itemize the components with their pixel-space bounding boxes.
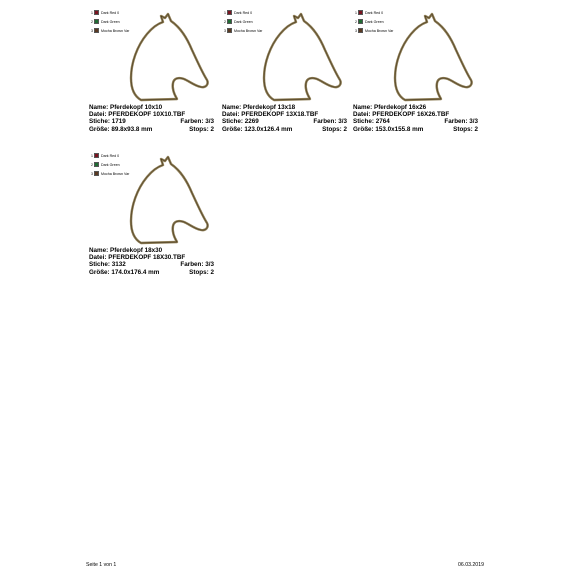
stitch-count: Stiche: 1719 xyxy=(89,118,126,126)
legend-number: 2 xyxy=(91,19,93,24)
legend-number: 1 xyxy=(91,153,93,158)
design-name: Name: Pferdekopf 13x18 xyxy=(222,104,296,111)
legend-number: 3 xyxy=(224,28,226,33)
color-swatch xyxy=(94,162,99,167)
legend-item xyxy=(89,26,129,35)
legend-number: 1 xyxy=(355,10,357,15)
design-preview xyxy=(89,8,214,103)
design-info xyxy=(89,247,214,276)
stitch-count: Stiche: 2764 xyxy=(353,118,390,126)
color-swatch xyxy=(227,19,232,24)
color-swatch xyxy=(227,28,232,33)
stop-count: Stops: 2 xyxy=(189,268,214,276)
color-count: Farben: 3/3 xyxy=(180,261,214,269)
design-preview xyxy=(222,8,347,103)
design-name: Name: Pferdekopf 10x10 xyxy=(89,104,163,111)
color-swatch xyxy=(358,28,363,33)
design-info xyxy=(353,104,478,133)
legend-number: 1 xyxy=(91,10,93,15)
color-swatch xyxy=(94,153,99,158)
color-swatch xyxy=(94,171,99,176)
color-legend xyxy=(222,8,262,35)
design-info xyxy=(222,104,347,133)
design-file: Datei: PFERDEKOPF 13X18.TBF xyxy=(222,111,319,119)
outline-stroke xyxy=(131,157,208,243)
color-count: Farben: 3/3 xyxy=(313,118,347,126)
stitch-count: Stiche: 3132 xyxy=(89,261,126,269)
legend-item xyxy=(353,8,393,17)
legend-number: 2 xyxy=(224,19,226,24)
color-swatch xyxy=(227,10,232,15)
stop-count: Stops: 2 xyxy=(322,125,347,133)
legend-item xyxy=(89,160,129,169)
legend-item xyxy=(222,8,262,17)
color-swatch xyxy=(358,19,363,24)
legend-label: Dark Green xyxy=(365,19,384,24)
stop-count: Stops: 2 xyxy=(453,125,478,133)
legend-label: Dark Red 0 xyxy=(101,153,120,158)
design-size: Größe: 174.0x176.4 mm xyxy=(89,268,160,276)
color-swatch xyxy=(358,10,363,15)
design-size: Größe: 153.0x155.8 mm xyxy=(353,125,424,133)
legend-item xyxy=(222,17,262,26)
design-file: Datei: PFERDEKOPF 16X26.TBF xyxy=(353,111,450,119)
design-preview xyxy=(353,8,478,103)
page-number: Seite 1 von 1 xyxy=(86,562,117,568)
legend-number: 3 xyxy=(355,28,357,33)
legend-label: Dark Green xyxy=(101,162,120,167)
design-size: Größe: 89.8x93.8 mm xyxy=(89,125,153,133)
design-info xyxy=(89,104,214,133)
legend-number: 2 xyxy=(91,162,93,167)
legend-number: 3 xyxy=(91,171,93,176)
legend-label: Dark Green xyxy=(101,19,120,24)
legend-item xyxy=(89,169,129,178)
legend-item xyxy=(89,17,129,26)
legend-item xyxy=(222,26,262,35)
design-file: Datei: PFERDEKOPF 10X10.TBF xyxy=(89,111,186,119)
design-size: Größe: 123.0x126.4 mm xyxy=(222,125,293,133)
legend-label: Dark Green xyxy=(234,19,253,24)
legend-item xyxy=(353,17,393,26)
legend-number: 1 xyxy=(224,10,226,15)
legend-label: Dark Red 0 xyxy=(101,10,120,15)
design-preview xyxy=(89,151,214,246)
legend-item xyxy=(89,8,129,17)
outline-stroke xyxy=(395,14,472,100)
legend-label: Mocha Brown Var xyxy=(101,171,130,176)
print-date: 06.03.2019 xyxy=(458,562,484,568)
design-file: Datei: PFERDEKOPF 18X30.TBF xyxy=(89,254,186,262)
outline-stroke xyxy=(131,14,208,100)
legend-label: Mocha Brown Var xyxy=(365,28,394,33)
outline-stroke xyxy=(264,14,341,100)
legend-label: Mocha Brown Var xyxy=(101,28,130,33)
legend-label: Mocha Brown Var xyxy=(234,28,263,33)
color-swatch xyxy=(94,10,99,15)
legend-label: Dark Red 0 xyxy=(234,10,253,15)
design-name: Name: Pferdekopf 16x26 xyxy=(353,104,427,111)
legend-number: 2 xyxy=(355,19,357,24)
color-swatch xyxy=(94,28,99,33)
color-legend xyxy=(89,8,129,35)
color-swatch xyxy=(94,19,99,24)
color-legend xyxy=(89,151,129,178)
design-name: Name: Pferdekopf 18x30 xyxy=(89,247,163,254)
color-count: Farben: 3/3 xyxy=(444,118,478,126)
color-legend xyxy=(353,8,393,35)
legend-item xyxy=(89,151,129,160)
legend-number: 3 xyxy=(91,28,93,33)
color-count: Farben: 3/3 xyxy=(180,118,214,126)
stitch-count: Stiche: 2269 xyxy=(222,118,259,126)
stop-count: Stops: 2 xyxy=(189,125,214,133)
legend-label: Dark Red 0 xyxy=(365,10,384,15)
legend-item xyxy=(353,26,393,35)
